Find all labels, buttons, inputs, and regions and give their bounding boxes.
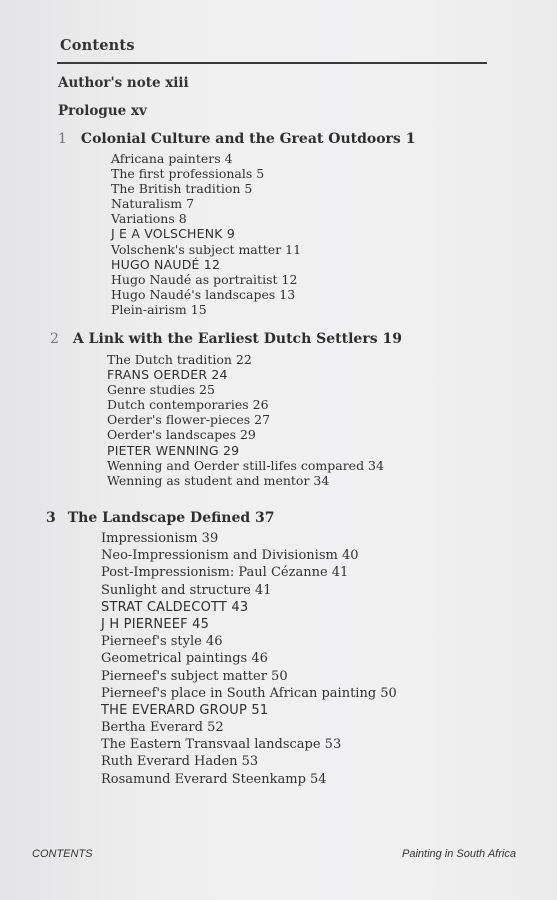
toc-entry: Neo-Impressionism and Divisionism 40	[101, 548, 359, 564]
toc-entry: The first professionals 5	[111, 166, 265, 182]
toc-entry: Impressionism 39	[101, 531, 219, 546]
footer-book-title: Painting in South Africa	[402, 848, 516, 860]
toc-entry-artist: FRANS OERDER 24	[107, 367, 228, 383]
chapter-number: 1	[58, 131, 67, 147]
chapter-2-heading	[50, 331, 402, 347]
toc-entry: Geometrical paintings 46	[101, 651, 268, 667]
toc-entry-artist: J H PIERNEEF 45	[101, 616, 210, 632]
chapter-2-entries	[107, 352, 384, 488]
toc-entry: The Eastern Transvaal landscape 53	[101, 737, 342, 753]
chapter-title: Colonial Culture and the Great Outdoors 1	[80, 131, 416, 147]
toc-entry: Volschenk's subject matter 11	[111, 241, 302, 257]
toc-entry: Wenning as student and mentor 34	[107, 472, 330, 488]
toc-entry-artist: STRAT CALDECOTT 43	[101, 599, 249, 615]
chapter-number: 2	[50, 331, 59, 347]
toc-entry: Pierneef's style 46	[101, 634, 223, 650]
toc-entry: Plein-airism 15	[111, 301, 207, 317]
toc-entry: Oerder's flower-pieces 27	[107, 412, 271, 428]
toc-entry: Post-Impressionism: Paul Cézanne 41	[101, 565, 349, 581]
toc-entry: Sunlight and structure 41	[101, 582, 272, 598]
toc-entry: Wenning and Oerder still-lifes compared 34	[107, 457, 384, 473]
toc-entry: Hugo Naudé's landscapes 13	[111, 286, 296, 302]
toc-entry: Oerder's landscapes 29	[107, 427, 256, 443]
footer-section-label: CONTENTS	[32, 848, 93, 860]
chapter-1-entries	[111, 151, 301, 317]
toc-entry-artist: J E A VOLSCHENK 9	[111, 226, 236, 242]
toc-entry: Naturalism 7	[111, 196, 195, 212]
toc-entry: Hugo Naudé as portraitist 12	[111, 271, 298, 287]
toc-entry: Pierneef's place in South African painting 50	[101, 685, 397, 701]
toc-entry: Bertha Everard 52	[101, 720, 224, 736]
toc-entry: The Dutch tradition 22	[107, 352, 252, 367]
front-matter-prologue: Prologue xv	[58, 103, 147, 119]
chapter-3-entries	[101, 530, 397, 788]
toc-entry: Rosamund Everard Steenkamp 54	[101, 771, 327, 787]
toc-entry: The British tradition 5	[111, 181, 253, 197]
chapter-number: 3	[46, 510, 56, 526]
toc-entry: Genre studies 25	[107, 382, 215, 398]
heading-rule	[57, 62, 487, 64]
chapter-title: The Landscape Defined 37	[67, 510, 275, 526]
toc-entry-artist: THE EVERARD GROUP 51	[101, 702, 269, 718]
toc-entry: Variations 8	[111, 211, 187, 227]
toc-entry-artist: HUGO NAUDÉ 12	[111, 256, 221, 272]
page-title: Contents	[60, 37, 135, 54]
chapter-title: A Link with the Earliest Dutch Settlers 19	[72, 331, 402, 347]
chapter-3-heading	[46, 510, 275, 526]
toc-entry: Dutch contemporaries 26	[107, 397, 269, 413]
front-matter-authors-note: Author's note xiii	[58, 75, 189, 91]
toc-entry-artist: PIETER WENNING 29	[107, 442, 240, 458]
toc-entry: Ruth Everard Haden 53	[101, 754, 259, 770]
toc-entry: Africana painters 4	[111, 151, 233, 166]
toc-entry: Pierneef's subject matter 50	[101, 668, 288, 684]
chapter-1-heading	[58, 131, 415, 147]
